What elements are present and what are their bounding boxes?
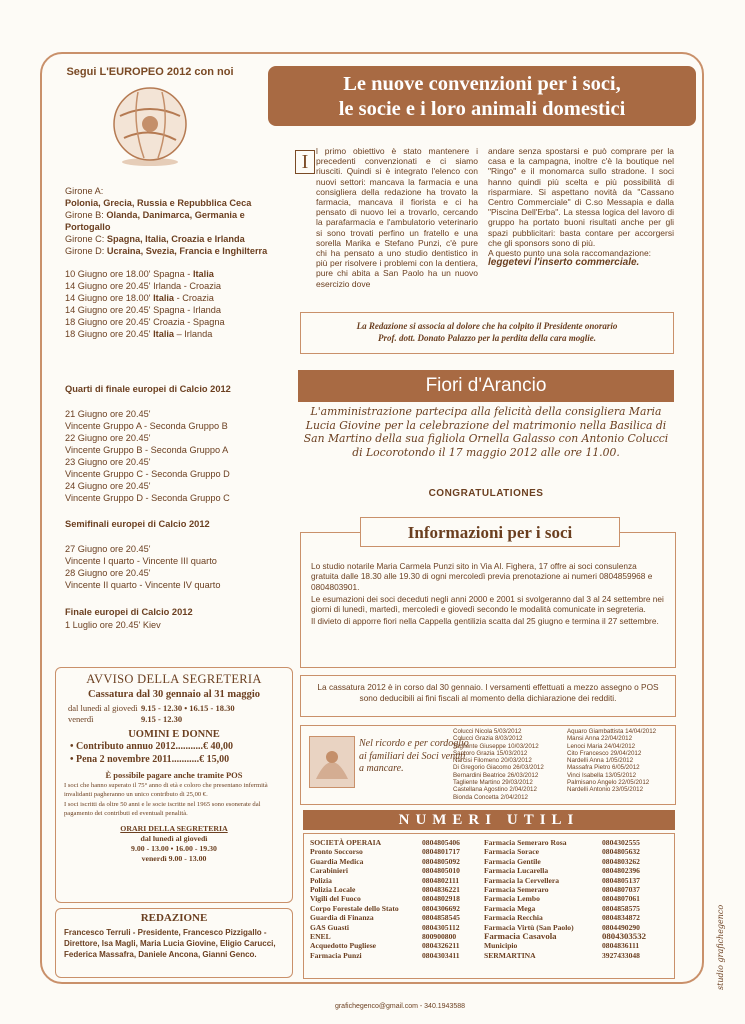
orari-title: ORARI DELLA SEGRETERIA [120, 824, 228, 833]
group-a-teams: Polonia, Grecia, Russia e Repubblica Ceca [65, 198, 252, 208]
match-row: 18 Giugno ore 20.45' Italia – Irlanda [65, 329, 213, 339]
group-d-teams: Ucraina, Svezia, Francia e Inghilterra [106, 246, 268, 256]
list-item: Bionda Concetta 2/04/2012 [453, 793, 528, 801]
list-item: Lenoci Maria 24/04/2012 [567, 742, 636, 750]
group-c-teams: Spagna, Italia, Croazia e Irlanda [106, 234, 245, 244]
semi-title: Semifinali europei di Calcio 2012 [65, 519, 210, 529]
table-row: Farmacia Sorace 0804805632 [484, 847, 640, 857]
page-title [268, 66, 696, 126]
table-row: SOCIETÀ OPERAIA 0804805406 [310, 838, 460, 847]
list-item: Colucci Nicola 5/03/2012 [453, 728, 522, 735]
list-item: Aquaro Giambattista 14/04/2012 [567, 728, 657, 735]
match-row: 18 Giugno ore 20.45' Croazia - Spagna [65, 317, 225, 327]
redazione-title: REDAZIONE [140, 912, 208, 924]
deceased-col1 [453, 728, 563, 801]
orari-friday: venerdì 9.00 - 13.00 [141, 854, 207, 863]
group-c [65, 233, 285, 245]
list-item: Vincente I quarto - Vincente III quarto [65, 556, 217, 566]
list-item: 24 Giugno ore 20.45' [65, 481, 151, 491]
group-b [65, 209, 285, 233]
numeri-left [310, 838, 460, 960]
article-col2 [488, 146, 674, 268]
headline-line1: Le nuove convenzioni per i soci, [343, 73, 621, 95]
list-item: Vincente Gruppo D - Seconda Gruppo C [65, 493, 230, 503]
congrats: CONGRATULATIONES [428, 488, 544, 499]
article-col1: l primo obiettivo è stato mantenere i precedenti convenzionati e ci siamo riusciti. Quindi si è integrato l'elenco con nuovi settori: mancava la farmacia e una consigliera della redazione ha trovato la farmacia, mancava il fiorista e ci ha pensato di nuovo lei a trovarlo, cercando la parafarmacia e l'ambulatorio veterinario si sono trovati perfino un fratello e una sorella Marika e Stefano Punzi, c'è pure chi ha pensato a uno studio dentistico in più per risolvere i problemi con la dentiera, pure chi abita a San Paolo ha un nuovo esercizio dove [316, 146, 478, 289]
group-b-label: Girone B: [65, 210, 104, 220]
lutto-line2: Prof. dott. Donato Palazzo per la perdita della cara moglie. [378, 333, 596, 343]
final-title: Finale europei di Calcio 2012 [65, 607, 193, 617]
table-row: Farmacia Mega 0804858575 [484, 903, 640, 913]
table-row: Carabinieri 0804805010 [310, 866, 460, 876]
info-p1: Lo studio notarile Maria Carmela Punzi sito in Via Al. Fighera, 17 offre ai soci consulenza gratuita dalle 18.30 alle 19.30 di ogni mercoledì previa prenotazione ai numeri 0804859968 e 0804803901. [311, 561, 653, 592]
side-credit [712, 840, 732, 990]
cassatura-notice: La cassatura 2012 è in corso dal 30 gennaio. I versamenti effettuati a mezzo assegno o POS sono deducibili ai fini fiscali al momento della dichiarazione dei redditi. [300, 675, 676, 717]
side-credit-text: studio grafichegenco [716, 904, 725, 990]
ricordo-box [300, 725, 676, 805]
info-p3: Il divieto di apporre fiori nella Cappella gentilizia scatta dal 25 giugno e termina il 27 settembre. [311, 616, 659, 627]
article-advice-emph: leggetevi l'inserto commerciale. [488, 257, 640, 269]
table-row: Farmacia Gentile 0804803262 [484, 856, 640, 866]
list-item: Mansi Anna 22/04/2012 [567, 735, 633, 743]
list-item: Vinci Isabella 13/05/2012 [567, 771, 637, 779]
list-item: Tagliente Martino 29/03/2012 [453, 779, 533, 787]
group-list [65, 185, 285, 257]
table-row: Farmacia Lembo 0804807061 [484, 894, 640, 904]
table-row: Farmacia Casavola 0804303532 [484, 931, 646, 942]
lutto-line1: La Redazione si associa al dolore che ha colpito il Presidente onorario [356, 321, 618, 331]
hours-friday: venerdì 9.15 - 12.30 [68, 714, 183, 724]
table-row: Vigili del Fuoco 0804802918 [310, 894, 460, 904]
note-exempt: I soci iscritti da oltre 50 anni e le socie iscritte nel 1965 sono esonerate dal pagamento dei contributi ed eventuali penalità. [64, 801, 261, 817]
numeri-box [303, 833, 675, 979]
avviso-title: AVVISO DELLA SEGRETERIA [86, 672, 262, 686]
list-item: Nardelli Anna 1/05/2012 [567, 757, 634, 765]
quarti-list [65, 408, 290, 504]
footer-contact: grafichegenco@gmail.com - 340.1943588 [334, 1003, 466, 1010]
football-icon [110, 82, 190, 168]
match-row: 14 Giugno ore 20.45' Irlanda - Croazia [65, 281, 221, 291]
group-b-teams: Olanda, Danimarca, Germania e Portogallo [65, 210, 245, 232]
table-row: Guardia Medica 0804805092 [310, 856, 460, 866]
people-label: UOMINI E DONNE [128, 729, 220, 740]
redazione-body: Francesco Terruli - Presidente, Francesco Pizzigallo - Direttore, Isa Magli, Maria Lucia Giovine, Eligio Carucci, Federica Massafra, Daniele Ancona, Gianni Genco. [64, 928, 276, 959]
list-item: 27 Giugno ore 20.45' [65, 544, 151, 554]
table-row: Farmacia la Cervellera 0804805137 [484, 875, 640, 885]
article-col2-text: andare senza spostarsi e può comprare per la casa e la campagna, inoltre c'è la boutique nel "Ringo" e il monomarca sullo stradone. I soci hanno quindi più scelta e più possibilità di risparmiare. Si aspettano novità da "Cassano Centro Commerciale" di C.so Messapia e dalla "Piscina Dell'Erba". La stessa logica del lavoro di gruppo ha portato buoni risultati anche per gli spazi pubblicitari: basta contare per accorgersi che gli sponsors sono di più. [488, 146, 674, 248]
list-item: Di Gregorio Giacomo 26/03/2012 [453, 764, 544, 772]
list-item: Bernardini Beatrice 26/03/2012 [453, 771, 539, 779]
info-p2: Le esumazioni dei soci deceduti negli anni 2000 e 2001 si svolgeranno dal 3 al 24 settembre nei giorni di lunedì, martedì, mercoledì e giovedì secondo le modalità comunicate in segreteria. [311, 593, 664, 615]
match-row: 14 Giugno ore 20.45' Spagna - Irlanda [65, 305, 222, 315]
group-a-label: Girone A: [65, 186, 104, 196]
avviso-box [55, 667, 293, 903]
list-item: 21 Giugno ore 20.45' [65, 409, 151, 419]
table-row: Guardia di Finanza 0804858545 [310, 913, 460, 923]
list-item: Santoro Grazia 15/03/2012 [453, 749, 528, 757]
pos-note: È possibile pagare anche tramite POS [105, 770, 243, 780]
table-row: Farmacia Semeraro 0804807037 [484, 885, 640, 895]
group-d [65, 245, 285, 257]
deceased-col2 [567, 728, 675, 794]
cassatura-period: Cassatura dal 30 gennaio al 31 maggio [87, 689, 261, 700]
table-row: Municipio 0804836111 [484, 941, 640, 951]
info-box [300, 532, 676, 668]
memorial-image [309, 736, 355, 788]
redazione-box [55, 908, 293, 978]
table-row: Farmacia Semeraro Rosa 0804302555 [484, 838, 640, 847]
list-item: Vincente Gruppo A - Seconda Gruppo B [65, 421, 228, 431]
table-row: Pronto Soccorso 0804801717 [310, 847, 460, 857]
headline-line2: le socie e i loro animali domestici [338, 98, 626, 120]
list-item: 23 Giugno ore 20.45' [65, 457, 151, 467]
group-d-label: Girone D: [65, 246, 105, 256]
fee-penalty: • Pena 2 novembre 2011...........€ 15,00 [70, 754, 230, 765]
hours-weekdays: dal lunedì al giovedì 9.15 - 12.30 • 16.15 - 18.30 [68, 703, 235, 713]
list-item: Colucci Grazia 8/03/2012 [453, 735, 523, 743]
note-age: I soci che hanno superato il 75° anno di età e coloro che presentano infermità invalidanti pagheranno un unico contributo di 25,00 €. [64, 782, 268, 798]
info-title: Informazioni per i soci [360, 517, 620, 547]
table-row: Corpo Forestale dello Stato 0804306692 [310, 903, 460, 913]
orari-days: dal lunedì al giovedì [140, 834, 208, 843]
list-item: 22 Giugno ore 20.45' [65, 433, 151, 443]
table-row: SERMARTINA 3927433048 [484, 950, 640, 960]
table-row: Farmacia Punzi 0804303411 [310, 950, 460, 960]
list-item: Vincente Gruppo B - Seconda Gruppo A [65, 445, 229, 455]
match-schedule [65, 268, 285, 340]
table-row: Farmacia Recchia 0804834872 [484, 913, 640, 923]
final-date: 1 Luglio ore 20.45' Kiev [65, 620, 161, 630]
orari-block [56, 824, 292, 864]
lutto-notice [300, 312, 674, 354]
list-item: Castellana Agostino 2/04/2012 [453, 786, 537, 794]
table-row: Farmacia Virtù (San Paolo) 0804490290 [484, 922, 640, 932]
match-row: 10 Giugno ore 18.00' Spagna - Italia [65, 269, 214, 279]
article-advice: A questo punto una sola raccomandazione: [488, 248, 652, 259]
table-row: Farmacia Lucarella 0804802396 [484, 866, 640, 876]
list-item: 28 Giugno ore 20.45' [65, 568, 151, 578]
fee-annual: • Contributo annuo 2012...........€ 40,00 [70, 741, 233, 752]
fiori-title: Fiori d'Arancio [298, 370, 674, 402]
table-row: Acquedotto Pugliese 0804326211 [310, 941, 460, 951]
orari-hours: 9.00 - 13.00 • 16.00 - 19.30 [131, 844, 217, 853]
list-item: Nardelli Antonio 23/05/2012 [567, 786, 644, 794]
numeri-title: NUMERI UTILI [303, 810, 675, 830]
table-row: ENEL 800900800 [310, 932, 457, 942]
table-row: Polizia Locale 0804836221 [310, 885, 460, 895]
match-row: 14 Giugno ore 18.00' Italia - Croazia [65, 293, 214, 303]
list-item: Massafra Pietro 6/05/2012 [567, 764, 640, 772]
numeri-right [484, 838, 646, 960]
list-item: Cito Francesco 29/04/2012 [567, 749, 642, 757]
table-row: GAS Guasti 0804305112 [310, 922, 460, 932]
dropcap: I [295, 150, 315, 174]
list-item: Tagliente Giuseppe 10/03/2012 [453, 742, 539, 750]
table-row: Polizia 0804802111 [310, 875, 460, 885]
group-c-label: Girone C: [65, 234, 105, 244]
article-col1-top [316, 146, 478, 289]
ricordo-text: Nel ricordo e per cordoglio ai familiari dei Soci venuti a mancare. [359, 738, 469, 774]
euro-title: Segui L'EUROPEO 2012 con noi [66, 66, 234, 78]
list-item: Vincente II quarto - Vincente IV quarto [65, 580, 221, 590]
list-item: Palmisano Angelo 22/05/2012 [567, 779, 650, 787]
list-item: Narcisi Filomeno 20/03/2012 [453, 757, 532, 765]
quarti-title: Quarti di finale europei di Calcio 2012 [65, 384, 231, 394]
fiori-text: L'amministrazione partecipa alla felicità della consigliera Maria Lucia Giovine per la celebrazione del matrimonio nella Basilica di San Martino della sua figliola Ornella Galasso con Antonio Colucci di Locorotondo il 17 maggio 2012 alle ore 11.00. [303, 405, 669, 459]
semi-list [65, 543, 290, 591]
list-item: Vincente Gruppo C - Seconda Gruppo D [65, 469, 230, 479]
